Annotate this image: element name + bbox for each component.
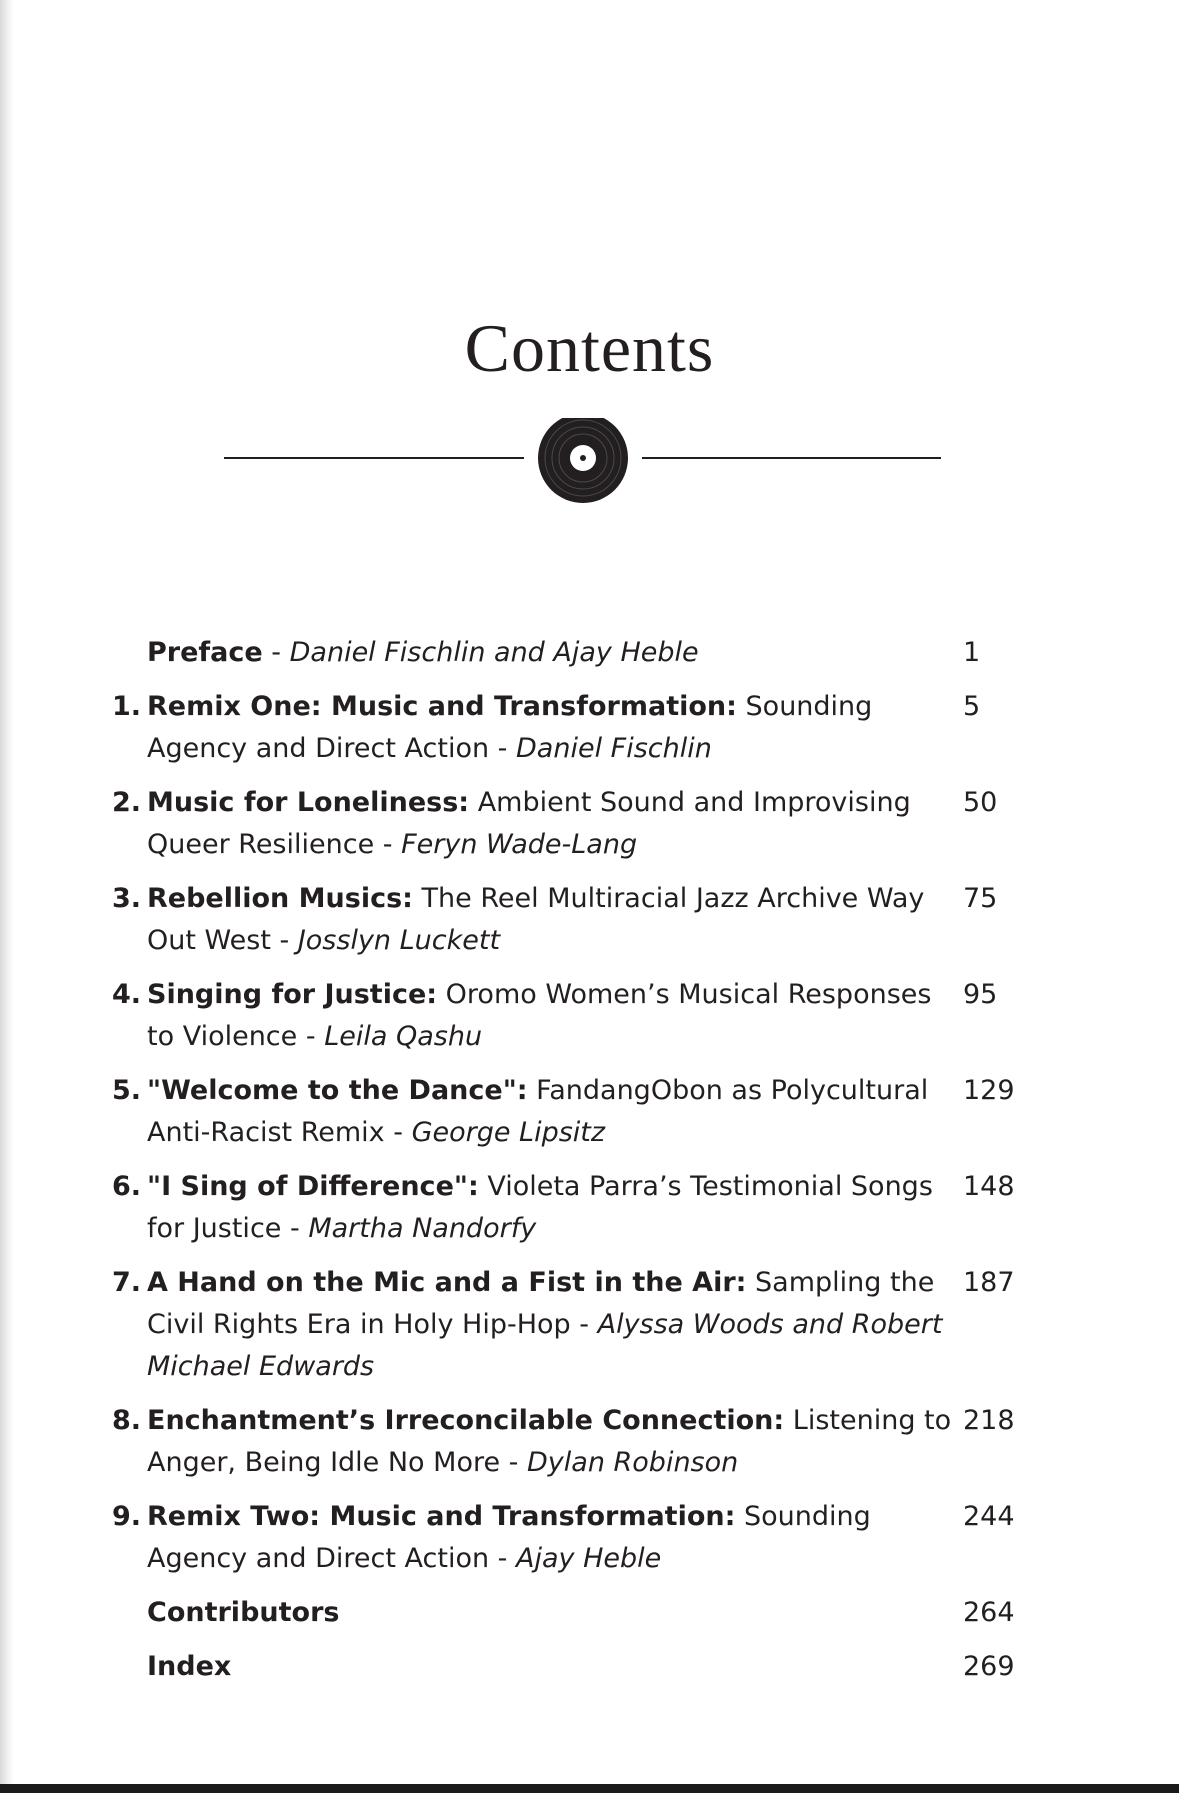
entry-heading: Remix Two: Music and Transformation: xyxy=(147,1501,736,1532)
entry-title xyxy=(147,1166,957,1250)
entry-number xyxy=(100,632,147,674)
entry-subtitle: Sampling the Civil Rights Era in Holy Hip-Hop - xyxy=(147,1267,935,1340)
entry-heading: "I Sing of Difference": xyxy=(147,1171,479,1202)
entry-subtitle: Sounding Agency and Direct Action - xyxy=(147,1501,871,1574)
entry-author: Leila Qashu xyxy=(324,1021,483,1052)
entry-page-number: 264 xyxy=(963,1597,1015,1628)
entry-author: Alyssa Woods and Robert Michael Edwards xyxy=(147,1309,943,1382)
entry-subtitle: Violeta Parra’s Testimonial Songs for Justice - xyxy=(147,1171,933,1244)
entry-title xyxy=(147,1646,957,1688)
entry-author: Dylan Robinson xyxy=(527,1447,739,1478)
toc-entry-chapter-5[interactable] xyxy=(100,1070,1060,1154)
toc-entry-chapter-2[interactable] xyxy=(100,782,1060,866)
entry-subtitle: The Reel Multiracial Jazz Archive Way Out West - xyxy=(147,883,925,956)
entry-author: Daniel Fischlin and Ajay Heble xyxy=(289,637,699,668)
entry-subtitle: Listening to Anger, Being Idle No More - xyxy=(147,1405,952,1478)
entry-subtitle: Oromo Women’s Musical Responses to Violence - xyxy=(147,979,932,1052)
entry-number: 8. xyxy=(111,1405,141,1436)
entry-title xyxy=(147,1592,957,1634)
entry-heading: Singing for Justice: xyxy=(147,979,438,1010)
entry-title xyxy=(147,782,957,866)
entry-page-number: 5 xyxy=(963,691,981,722)
entry-subtitle: - xyxy=(262,637,290,668)
table-of-contents xyxy=(100,632,1060,1688)
vinyl-record-icon xyxy=(538,418,628,503)
toc-entry-chapter-8[interactable] xyxy=(100,1400,1060,1484)
entry-page-number: 244 xyxy=(963,1501,1015,1532)
entry-title xyxy=(147,974,957,1058)
entry-number xyxy=(100,1592,147,1634)
entry-number: 9. xyxy=(111,1501,141,1532)
entry-number xyxy=(100,1646,147,1688)
entry-heading: Remix One: Music and Transformation: xyxy=(147,691,737,722)
toc-entry-preface[interactable] xyxy=(100,632,1060,674)
entry-page-number: 269 xyxy=(963,1651,1015,1682)
page-edge-shadow xyxy=(0,0,14,1793)
page-bottom-edge xyxy=(0,1784,1179,1793)
entry-title xyxy=(147,1262,957,1388)
entry-page-number: 50 xyxy=(963,787,998,818)
entry-number: 4. xyxy=(111,979,141,1010)
entry-subtitle: FandangObon as Polycultural Anti-Racist Remix - xyxy=(147,1075,929,1148)
entry-heading: Enchantment’s Irreconcilable Connection: xyxy=(147,1405,785,1436)
entry-author: Ajay Heble xyxy=(516,1543,662,1574)
entry-number: 2. xyxy=(111,787,141,818)
title-divider-ornament xyxy=(224,418,941,508)
entry-author: George Lipsitz xyxy=(411,1117,606,1148)
entry-author: Feryn Wade-Lang xyxy=(401,829,638,860)
entry-title xyxy=(147,686,957,770)
toc-entry-chapter-7[interactable] xyxy=(100,1262,1060,1388)
entry-heading: Contributors xyxy=(147,1597,340,1628)
entry-page-number: 1 xyxy=(963,637,981,668)
toc-entry-chapter-6[interactable] xyxy=(100,1166,1060,1250)
toc-entry-index[interactable] xyxy=(100,1646,1060,1688)
toc-entry-chapter-9[interactable] xyxy=(100,1496,1060,1580)
entry-title xyxy=(147,632,957,674)
entry-heading: Preface xyxy=(147,637,263,668)
entry-page-number: 148 xyxy=(963,1171,1015,1202)
entry-page-number: 95 xyxy=(963,979,998,1010)
entry-title xyxy=(147,1070,957,1154)
entry-heading: "Welcome to the Dance": xyxy=(147,1075,528,1106)
entry-author: Daniel Fischlin xyxy=(516,733,712,764)
entry-page-number: 75 xyxy=(963,883,998,914)
entry-heading: A Hand on the Mic and a Fist in the Air: xyxy=(147,1267,747,1298)
entry-number: 1. xyxy=(111,691,141,722)
entry-number: 3. xyxy=(111,883,141,914)
toc-entry-chapter-1[interactable] xyxy=(100,686,1060,770)
entry-page-number: 187 xyxy=(963,1267,1015,1298)
toc-entry-chapter-4[interactable] xyxy=(100,974,1060,1058)
entry-title xyxy=(147,1496,957,1580)
entry-author: Martha Nandorfy xyxy=(308,1213,537,1244)
toc-entry-contributors[interactable] xyxy=(100,1592,1060,1634)
entry-number: 6. xyxy=(111,1171,141,1202)
entry-heading: Rebellion Musics: xyxy=(147,883,413,914)
entry-author: Josslyn Luckett xyxy=(297,925,501,956)
entry-page-number: 129 xyxy=(963,1075,1015,1106)
entry-subtitle: Ambient Sound and Improvising Queer Resilience - xyxy=(147,787,911,860)
entry-subtitle: Sounding Agency and Direct Action - xyxy=(147,691,873,764)
entry-number: 7. xyxy=(111,1267,141,1298)
entry-page-number: 218 xyxy=(963,1405,1015,1436)
entry-title xyxy=(147,878,957,962)
toc-entry-chapter-3[interactable] xyxy=(100,878,1060,962)
entry-heading: Index xyxy=(147,1651,232,1682)
entry-number: 5. xyxy=(111,1075,141,1106)
entry-heading: Music for Loneliness: xyxy=(147,787,470,818)
page-title: Contents xyxy=(464,309,715,386)
entry-title xyxy=(147,1400,957,1484)
